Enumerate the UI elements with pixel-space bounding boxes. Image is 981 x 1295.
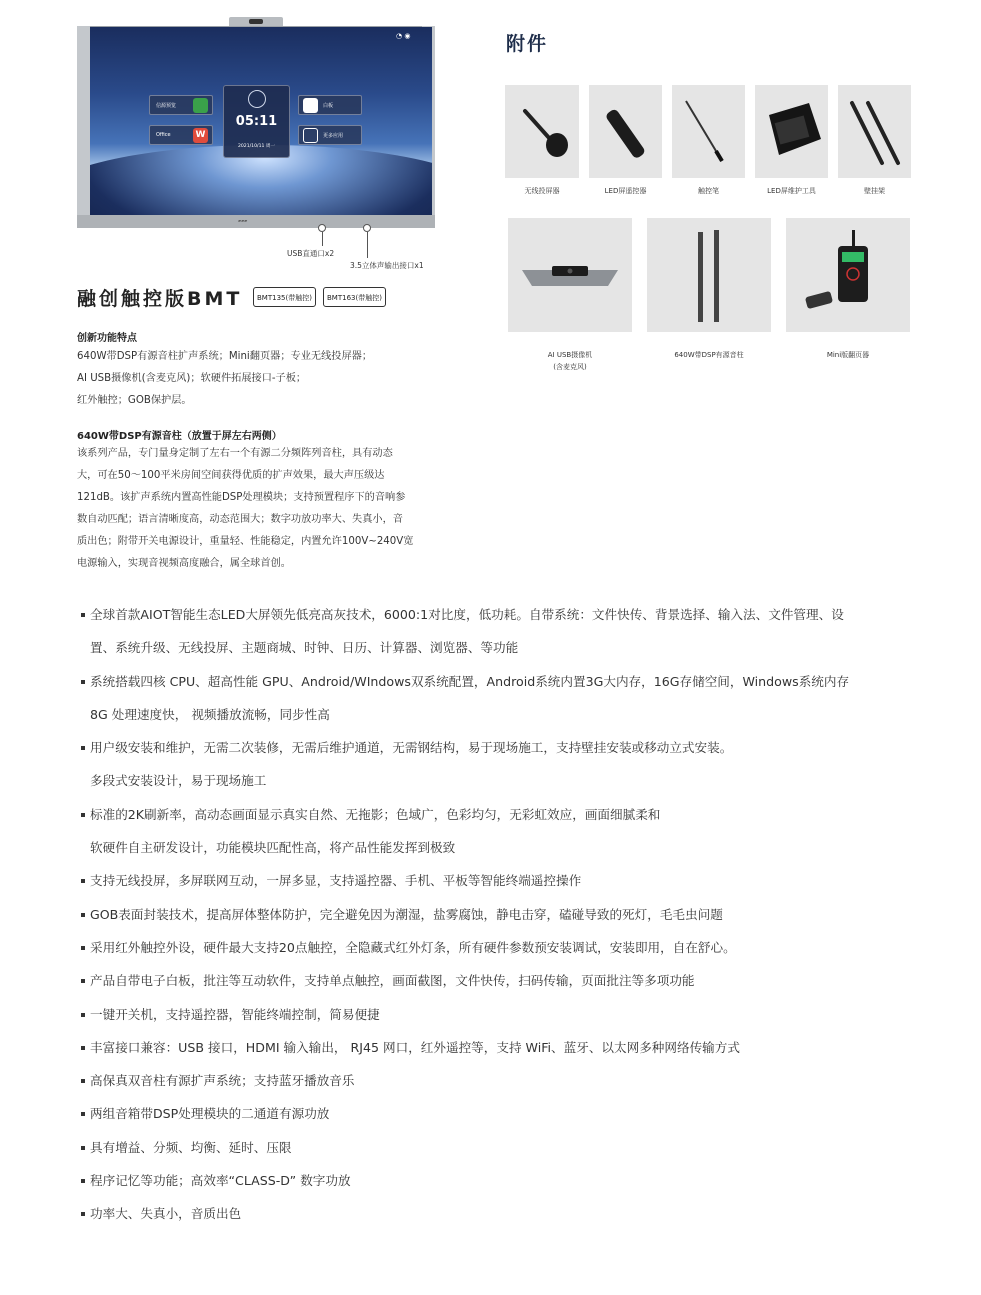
- maintenance-tool-icon: [755, 85, 828, 178]
- display-bottom-bezel: [77, 215, 435, 228]
- features-paragraph: 640W带DSP有源音柱扩声系统；Mini翻页器；专业无线投屏器； AI USB摄像机(含麦克风)；软硬件拓展接口-子板； 红外触控；GOB保护层。: [77, 351, 373, 406]
- tile-resource-preview: 信源预览: [149, 95, 213, 115]
- brand-logo: ▰▰▰: [238, 218, 248, 223]
- stylus-icon: [672, 85, 745, 178]
- apps-grid-icon: [303, 128, 318, 143]
- accessory-wireless-dongle: [505, 85, 579, 178]
- accessory-label-6: AI USB摄像机 (含麦克风): [547, 351, 593, 371]
- bullet-line: 采用红外触控外设，硬件最大支持20点触控，全隐藏式红外灯条，所有硬件参数预安装调试，安装即用，自在舒心。: [78, 931, 928, 964]
- bullet-line: 8G 处理速度快， 视频播放流畅，同步性高: [90, 706, 330, 722]
- usb-camera-icon: [508, 218, 632, 332]
- accessory-mini-presenter: [786, 218, 910, 332]
- resource-icon: [193, 98, 208, 113]
- accessory-speaker-columns: [647, 218, 771, 332]
- usb-callout-line: [322, 232, 323, 246]
- bullet-line: 两组音箱带DSP处理模块的二通道有源功放: [78, 1097, 928, 1130]
- usb-callout-label: USB直通口x2: [287, 249, 335, 258]
- audio-callout-label: 3.5立体声输出接口x1: [350, 261, 424, 270]
- audio-callout-line: [367, 232, 368, 258]
- bullet-line: 全球首款AIOT智能生态LED大屏领先低亮高灰技术，6000:1对比度，低功耗。自带系统：文件快传、背景选择、输入法、文件管理、设: [78, 598, 928, 631]
- wireless-dongle-icon: [505, 85, 579, 178]
- bullet-line: 高保真双音柱有源扩声系统；支持蓝牙播放音乐: [78, 1064, 928, 1097]
- tile-office: Office W: [149, 125, 213, 145]
- accessory-wall-mount: [838, 85, 911, 178]
- accessory-usb-camera: [508, 218, 632, 332]
- bullet-line: 多段式安装设计，易于现场施工: [90, 773, 267, 789]
- bullet-line: 一键开关机，支持遥控器，智能终端控制，简易便捷: [78, 998, 928, 1031]
- accessory-label-4: LED屏维护工具: [767, 187, 816, 195]
- accessory-label-1: 无线投屏器: [524, 187, 560, 195]
- audio-callout-dot: [363, 224, 371, 232]
- bullet-line: 程序记忆等功能；高效率“CLASS-D” 数字功放: [78, 1164, 928, 1197]
- display-camera-bar: [229, 17, 283, 26]
- presenter-icon: [786, 218, 910, 332]
- clock-date: 2021/10/11 周一: [237, 144, 276, 149]
- model-tag-bmt163: BMT163(带触控): [323, 287, 386, 307]
- bullet-line: 用户级安装和维护，无需二次装修，无需后维护通道，无需钢结构，易于现场施工，支持壁挂安装或移动立式安装。: [78, 731, 928, 764]
- accessory-label-3: 触控笔: [698, 187, 719, 195]
- speaker-paragraph: 该系列产品，专门量身定制了左右一个有源二分频阵列音柱，具有动态 大，可在50～100平米房间空间获得优质的扩声效果，最大声压级达 121dB。该扩声系统内置高性能DSP处理模块；支持预置程序下的音响参 数自动匹配；语言清晰度高，动态范围大；数字功放功率大、失真小，音 质出色；附带开关电源设计，重量轻、性能稳定，内置允许100V~240V宽 电源输入，实现音视频高度融合，属全球首创。: [77, 448, 414, 569]
- accessory-label-7: 640W带DSP有源音柱: [674, 351, 744, 359]
- clock-icon: [248, 90, 266, 108]
- bullet-line: 支持无线投屏，多屏联网互动，一屏多显，支持遥控器、手机、平板等智能终端遥控操作: [78, 864, 928, 897]
- left-speaker-column: [77, 26, 90, 228]
- tile-whiteboard: 白板: [298, 95, 362, 115]
- clock-widget: [223, 85, 290, 158]
- bullet-line: 具有增益、分频、均衡、延时、压限: [78, 1131, 928, 1164]
- whiteboard-icon: [303, 98, 318, 113]
- wifi-icon: ◔ ◉: [396, 32, 411, 40]
- bullet-line: GOB表面封装技术，提高屏体整体防护，完全避免因为潮湿，盐雾腐蚀，静电击穿，磕碰导致的死灯，毛毛虫问题: [78, 898, 928, 931]
- accessory-maintenance-tool: [755, 85, 828, 178]
- accessories-title: 附件: [506, 33, 549, 55]
- accessory-label-2: LED屏遥控器: [604, 187, 647, 195]
- bullet-line: 系统搭载四核 CPU、超高性能 GPU、Android/WIndows双系统配置，Android系统内置3G大内存，16G存储空间，Windows系统内存: [78, 665, 928, 698]
- accessory-remote: [589, 85, 662, 178]
- wps-icon: W: [193, 128, 208, 143]
- remote-icon: [589, 85, 662, 178]
- tile-more-apps: 更多应用: [298, 125, 362, 145]
- usb-callout-dot: [318, 224, 326, 232]
- bullet-line: 软硬件自主研发设计，功能模块匹配性高，将产品性能发挥到极致: [90, 840, 456, 856]
- wall-mount-icon: [838, 85, 911, 178]
- bullet-line: 置、系统升级、无线投屏、主题商城、时钟、日历、计算器、浏览器、等功能: [90, 640, 519, 656]
- accessory-stylus: [672, 85, 745, 178]
- product-title: 融创触控版BMT: [77, 288, 243, 310]
- speaker-column-icon: [647, 218, 771, 332]
- accessory-label-8: Mini版翻页器: [826, 351, 870, 359]
- speaker-heading: 640W带DSP有源音柱（放置于屏左右两侧）: [77, 431, 282, 442]
- bullet-line: 标准的2K刷新率，高动态画面显示真实自然、无拖影；色域广，色彩均匀，无彩虹效应，画面细腻柔和: [78, 798, 928, 831]
- bullet-line: 产品自带电子白板，批注等互动软件，支持单点触控，画面截图，文件快传，扫码传输，页面批注等多项功能: [78, 964, 928, 997]
- bullet-line: 丰富接口兼容：USB 接口，HDMI 输入输出， RJ45 网口，红外遥控等，支持 WiFi、蓝牙、以太网多种网络传输方式: [78, 1031, 928, 1064]
- model-tag-bmt135: BMT135(带触控): [253, 287, 316, 307]
- bullet-line: 功率大、失真小，音质出色: [78, 1197, 928, 1230]
- clock-time: 05:11: [235, 114, 278, 129]
- accessory-label-5: 壁挂架: [864, 187, 885, 195]
- feature-bullet-list: [78, 598, 928, 1231]
- features-heading: 创新功能特点: [77, 333, 137, 344]
